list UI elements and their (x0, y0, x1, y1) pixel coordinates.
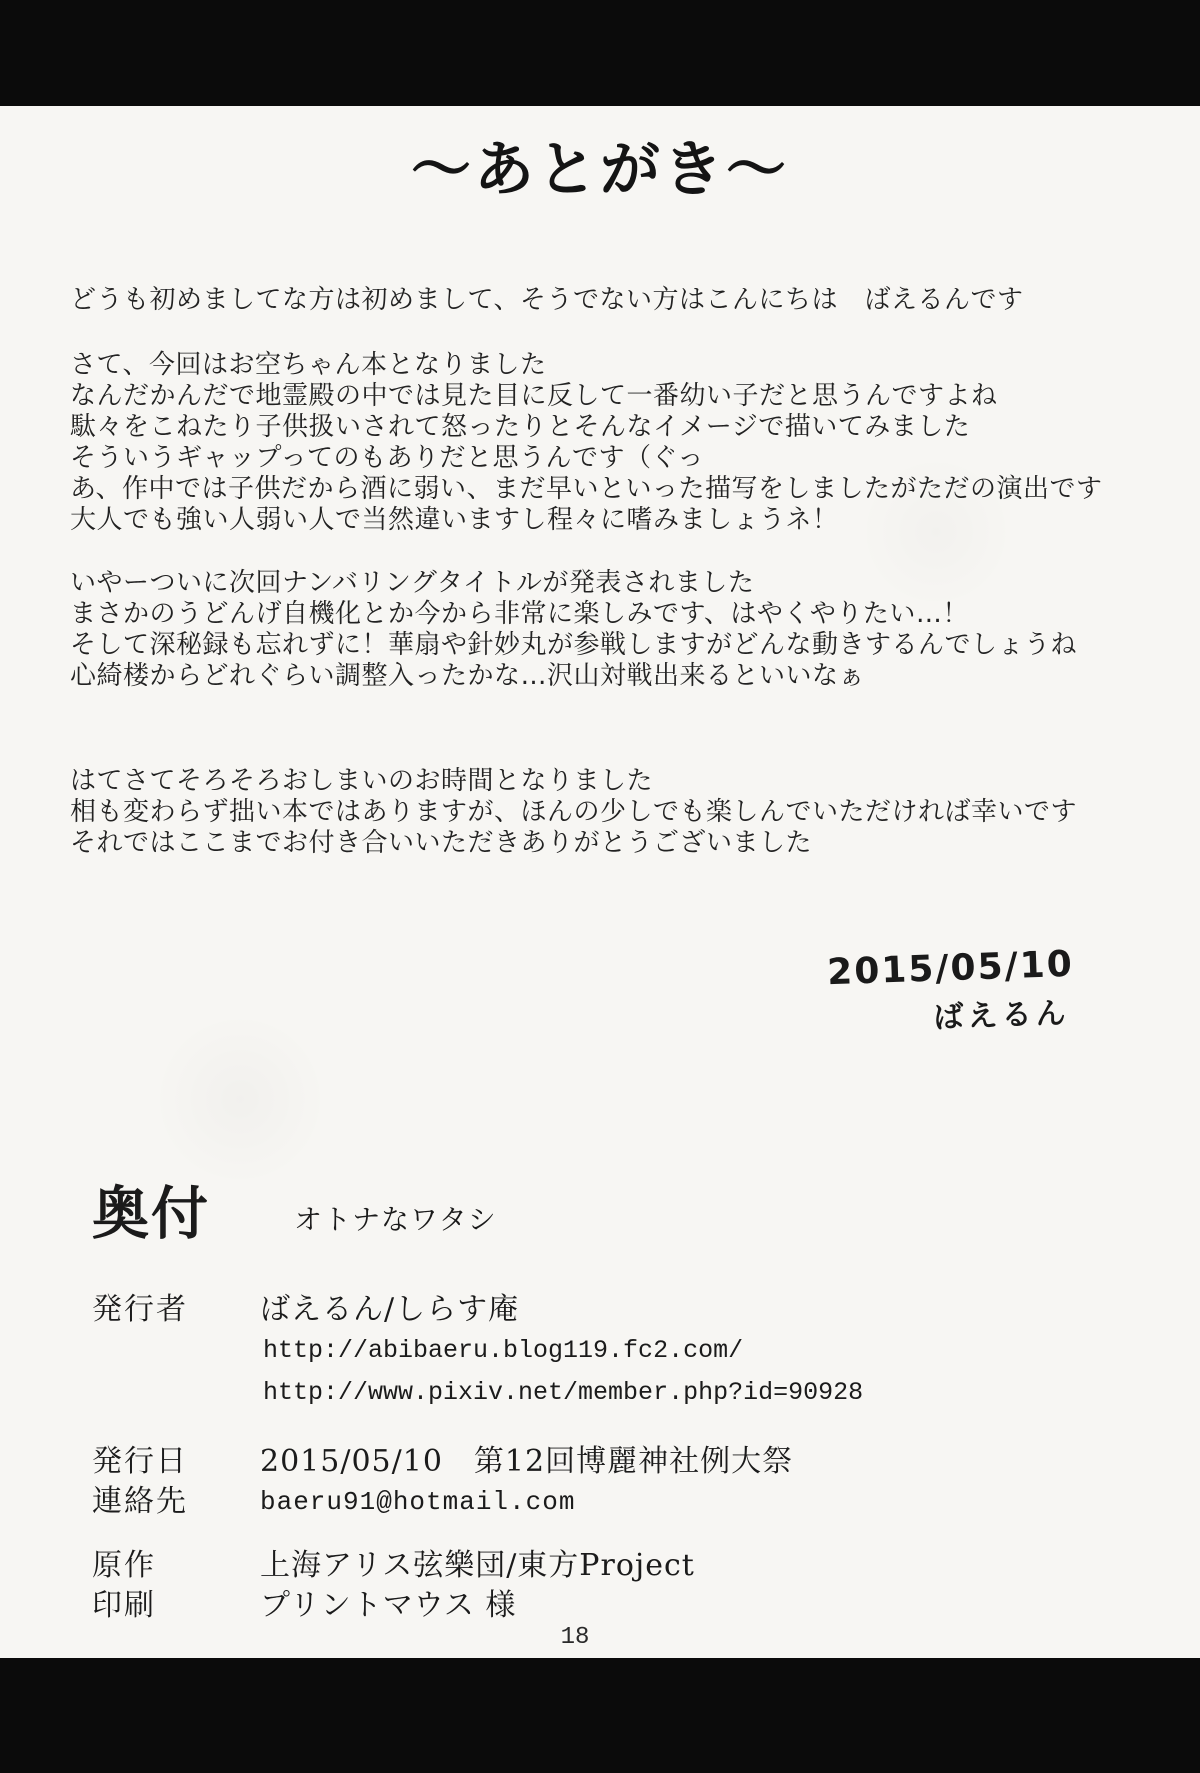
publisher-value: ばえるん/しらす庵 (260, 1292, 520, 1327)
original-work-value: 上海アリス弦樂団/東方Project (260, 1548, 695, 1583)
colophon-heading: 奥付 (92, 1180, 210, 1247)
afterword-line: あ、作中では子供だから酒に弱い、まだ早いといった描写をしましたがただの演出です (70, 474, 1103, 504)
afterword-date: 2015/05/10 (826, 943, 1075, 994)
publisher-url-pixiv: http://www.pixiv.net/member.php?id=90928 (263, 1378, 864, 1407)
afterword-title: 〜あとがき〜 (411, 135, 789, 205)
afterword-line: そして深秘録も忘れずに！華扇や針妙丸が参戦しますがどんな動きするんでしょうね (70, 630, 1078, 660)
afterword-line: なんだかんだで地霊殿の中では見た目に反して一番幼い子だと思うんですよね (70, 381, 998, 411)
issue-date-label: 発行日 (92, 1444, 188, 1479)
afterword-line: 相も変わらず拙い本ではありますが、ほんの少しでも楽しんでいただければ幸いです (70, 797, 1078, 827)
publisher-row (92, 1290, 1112, 1330)
issue-date-row (92, 1442, 1112, 1482)
contact-label: 連絡先 (92, 1484, 188, 1519)
colophon-spacer (92, 1522, 1112, 1546)
afterword-line: どうも初めましてな方は初めまして、そうでない方はこんにちは ばえるんです (70, 285, 1024, 315)
issue-date-value: 2015/05/10 第12回博麗神社例大祭 (260, 1444, 794, 1479)
afterword-line: まさかのうどんげ自機化とか今から非常に楽しみです、はやくやりたい…！ (70, 599, 969, 629)
afterword-line: いやーついに次回ナンバリングタイトルが発表されました (70, 568, 755, 598)
publisher-label: 発行者 (92, 1292, 188, 1327)
page-number: 18 (560, 1624, 590, 1651)
afterword-line: そういうギャップってのもありだと思うんです（ぐっ (70, 443, 704, 473)
afterword-line: はてさてそろそろおしまいのお時間となりました (70, 766, 654, 796)
printer-value: プリントマウス 様 (260, 1588, 517, 1623)
book-title: オトナなワタシ (294, 1203, 497, 1236)
colophon (92, 1178, 1112, 1626)
colophon-spacer (92, 1414, 1112, 1442)
colophon-header (92, 1178, 1112, 1247)
afterword-paragraph (70, 350, 1150, 536)
afterword-paragraph (70, 766, 1150, 859)
afterword-line: さて、今回はお空ちゃん本となりました (70, 350, 547, 380)
afterword-paragraph (70, 568, 1150, 692)
colophon-rows (92, 1290, 1112, 1626)
afterword-signature: ばえるん (933, 995, 1071, 1036)
afterword-body (70, 285, 1150, 859)
afterword-line: 大人でも強い人弱い人で当然違いますし程々に嗜みましょうネ！ (70, 505, 839, 535)
printer-row (92, 1586, 1112, 1626)
publisher-url-blog: http://abibaeru.blog119.fc2.com/ (263, 1336, 744, 1365)
afterword-paragraph (70, 285, 1150, 316)
signature-block (827, 944, 1077, 1041)
top-black-border (0, 0, 1200, 106)
original-work-row (92, 1546, 1112, 1586)
contact-value: baeru91@hotmail.com (260, 1487, 576, 1517)
bottom-black-border (0, 1658, 1200, 1773)
afterword-line: それではここまでお付き合いいただきありがとうございました (70, 828, 813, 858)
afterword-line: 駄々をこねたり子供扱いされて怒ったりとそんなイメージで描いてみました (70, 412, 971, 442)
contact-row (92, 1482, 1112, 1522)
printer-label: 印刷 (92, 1588, 156, 1623)
afterword-line: 心綺楼からどれぐらい調整入ったかな…沢山対戦出来るといいなぁ (70, 661, 866, 691)
original-work-label: 原作 (92, 1548, 156, 1583)
